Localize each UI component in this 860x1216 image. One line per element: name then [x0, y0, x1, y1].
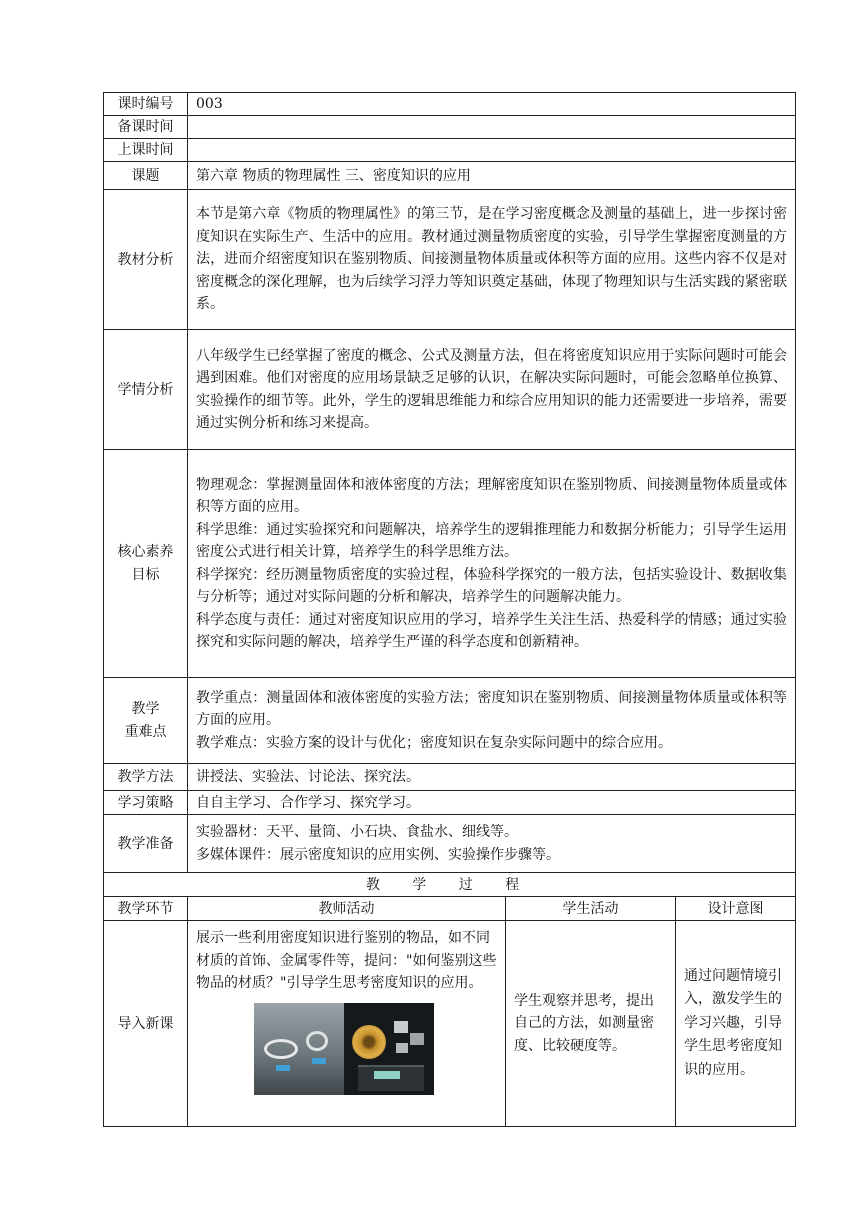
- prep-time-value: [188, 116, 796, 139]
- process-student-activity: 学生观察并思考，提出自己的方法，如测量密度、比较硬度等。: [506, 921, 676, 1127]
- key-points-label: [104, 678, 188, 764]
- row-class-time: [104, 139, 796, 162]
- row-material-analysis: [104, 190, 796, 330]
- learning-strategy-text: 自自主学习、合作学习、探究学习。: [188, 791, 796, 815]
- teacher-activity-text: 展示一些利用密度知识进行鉴别的物品，如不同材质的首饰、金属零件等，提问："如何鉴别这些物品的材质？"引导学生思考密度知识的应用。: [196, 930, 497, 991]
- key-points-label-line2: 重难点: [124, 723, 167, 740]
- core-goals-label-line1: 核心素养: [117, 543, 174, 560]
- process-stage: 导入新课: [104, 921, 188, 1127]
- process-title: [104, 873, 796, 897]
- key-point-item: 教学重点：测量固体和液体密度的实验方法；密度知识在鉴别物质、间接测量物体质量或体积等方面的应用。: [196, 689, 787, 729]
- lesson-code-value: 003: [188, 93, 796, 116]
- core-goal-item: 物理观念：掌握测量固体和液体密度的方法；理解密度知识在鉴别物质、间接测量物体质量或体积等方面的应用。: [196, 476, 787, 515]
- row-student-analysis: [104, 330, 796, 450]
- core-goal-item: 科学思维：通过实验探究和问题解决，培养学生的逻辑推理能力和数据分析能力；引导学生运用密度公式进行相关计算，培养学生的科学思维方法。: [196, 521, 787, 560]
- student-analysis-label: 学情分析: [104, 330, 188, 450]
- teaching-method-label: 教学方法: [104, 764, 188, 791]
- teaching-prep-item: 实验器材：天平、量筒、小石块、食盐水、细线等。: [196, 824, 518, 840]
- row-learning-strategy: [104, 791, 796, 815]
- row-core-goals: [104, 450, 796, 678]
- lesson-code-label: 课时编号: [104, 93, 188, 116]
- row-teaching-method: [104, 764, 796, 791]
- topic-value: 第六章 物质的物理属性 三、密度知识的应用: [188, 162, 796, 190]
- core-goals-label: [104, 450, 188, 678]
- column-header-intent: 设计意图: [676, 897, 796, 921]
- column-header-student: 学生活动: [506, 897, 676, 921]
- class-time-label: 上课时间: [104, 139, 188, 162]
- core-goals-label-line2: 目标: [131, 566, 160, 583]
- row-teaching-prep: [104, 815, 796, 873]
- jewelry-photo: [254, 1003, 344, 1095]
- key-points-text: [188, 678, 796, 764]
- process-teacher-activity: [188, 921, 506, 1127]
- learning-strategy-label: 学习策略: [104, 791, 188, 815]
- row-topic: [104, 162, 796, 190]
- teaching-prep-text: [188, 815, 796, 873]
- column-header-stage: 教学环节: [104, 897, 188, 921]
- student-analysis-text: 八年级学生已经掌握了密度的概念、公式及测量方法，但在将密度知识应用于实际问题时可能会遇到困难。他们对密度的应用场景缺乏足够的认识，在解决实际问题时，可能会忽略单位换算、实验操作的细节等。此外，学生的逻辑思维能力和综合应用知识的能力还需要进一步培养，需要通过实例分析和练习来提高。: [188, 330, 796, 450]
- row-process-title: [104, 873, 796, 897]
- process-design-intent: 通过问题情境引入，激发学生的学习兴趣，引导学生思考密度知识的应用。: [676, 921, 796, 1127]
- topic-label: 课题: [104, 162, 188, 190]
- row-prep-time: [104, 116, 796, 139]
- core-goal-item: 科学探究：经历测量物质密度的实验过程，体验科学探究的一般方法，包括实验设计、数据收集与分析等；通过对实际问题的分析和解决，培养学生的问题解决能力。: [196, 566, 787, 605]
- key-point-item: 教学难点：实验方案的设计与优化；密度知识在复杂实际问题中的综合应用。: [196, 734, 672, 751]
- material-analysis-label: 教材分析: [104, 190, 188, 330]
- prep-time-label: 备课时间: [104, 116, 188, 139]
- row-key-points: [104, 678, 796, 764]
- teaching-prep-item: 多媒体课件：展示密度知识的应用实例、实验操作步骤等。: [196, 846, 560, 863]
- column-header-teacher: 教师活动: [188, 897, 506, 921]
- class-time-value: [188, 139, 796, 162]
- core-goals-text: [188, 450, 796, 678]
- lesson-plan-table: [103, 92, 796, 1127]
- core-goal-item: 科学态度与责任：通过对密度知识应用的学习，培养学生关注生活、热爱科学的情感；通过实验探究和实际问题的解决，培养学生严谨的科学态度和创新精神。: [196, 611, 787, 650]
- teaching-prep-label: 教学准备: [104, 815, 188, 873]
- row-lesson-code: [104, 93, 796, 116]
- key-points-label-line1: 教学: [131, 700, 160, 717]
- material-analysis-text: 本节是第六章《物质的物理属性》的第三节，是在学习密度概念及测量的基础上，进一步探讨密度知识在实际生产、生活中的应用。教材通过测量物质密度的实验，引导学生掌握密度测量的方法，进而介绍密度知识在鉴别物质、间接测量物体质量或体积等方面的应用。这些内容不仅是对密度概念的深化理解，也为后续学习浮力等知识奠定基础，体现了物理知识与生活实践的紧密联系。: [188, 190, 796, 330]
- teaching-method-text: 讲授法、实验法、讨论法、探究法。: [188, 764, 796, 791]
- row-process-header: [104, 897, 796, 921]
- process-title-text: 教 学 过 程: [365, 876, 534, 893]
- activity-images: [254, 1003, 497, 1095]
- metal-parts-scale-photo: [344, 1003, 434, 1095]
- table-row: [104, 921, 796, 1127]
